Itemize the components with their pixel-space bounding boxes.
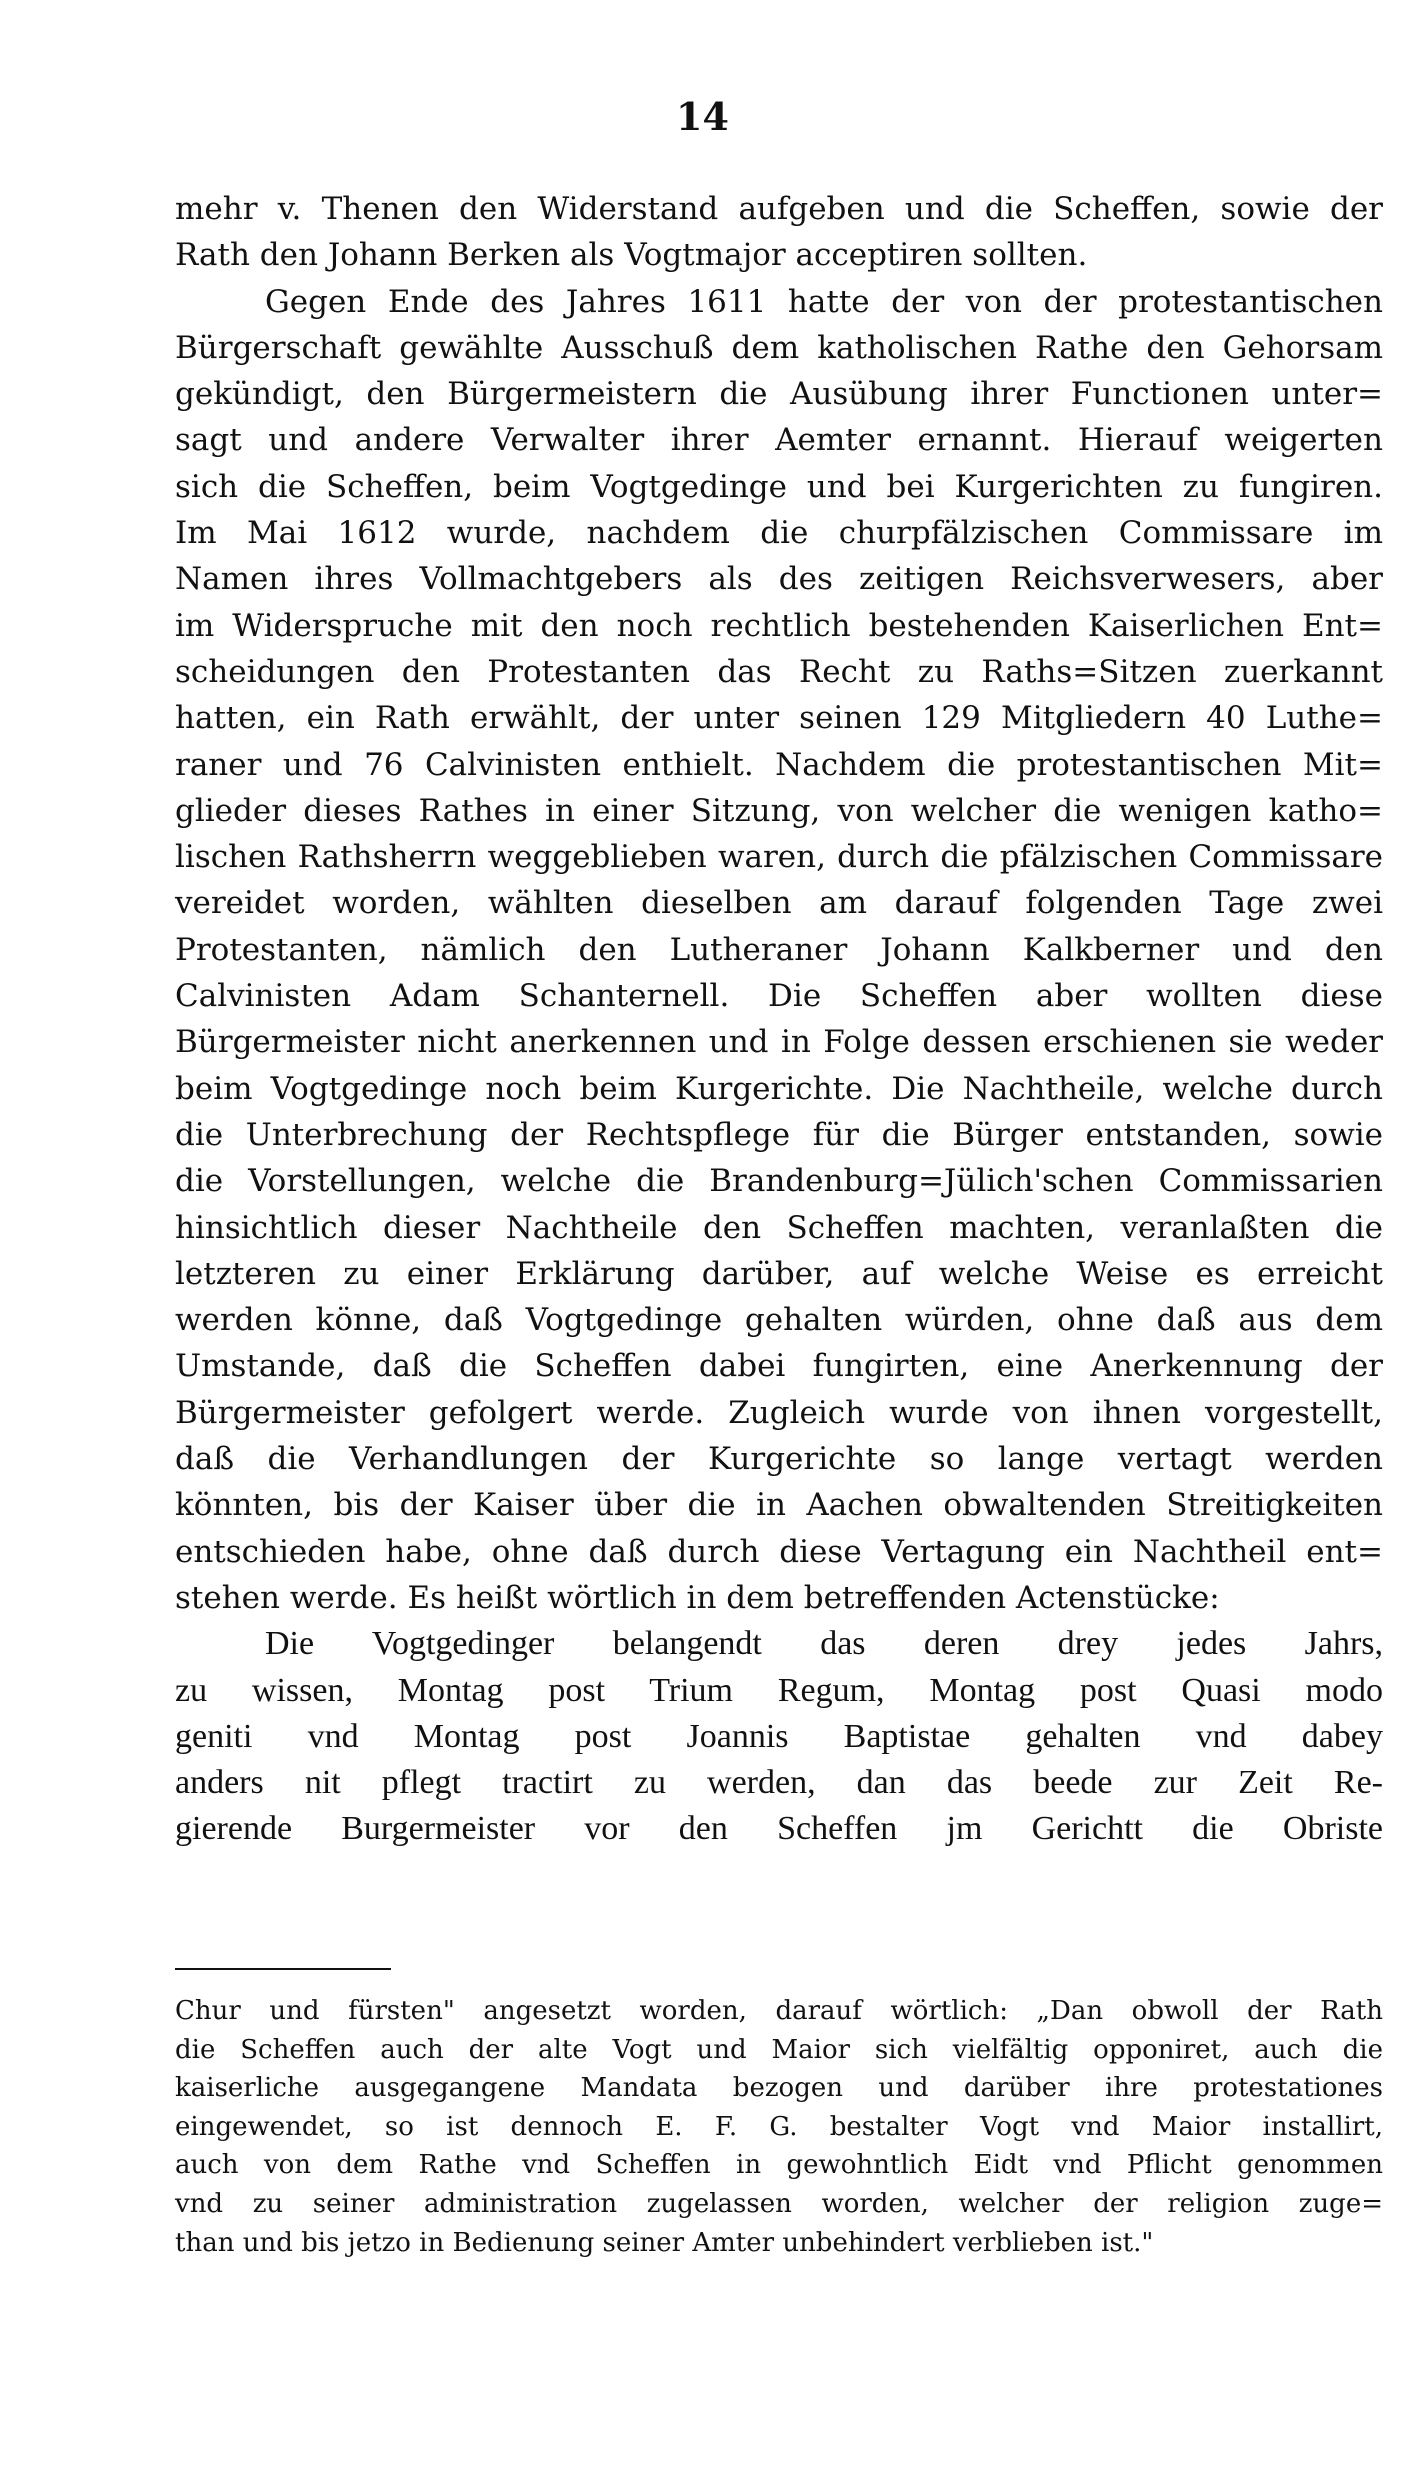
text-line: vnd zu seiner administration zugelassen worden, welcher der religion zuge= xyxy=(175,2188,1383,2219)
text-line: werden könne, daß Vogtgedinge gehalten würden, ohne daß aus dem xyxy=(175,1302,1383,1339)
footnote-text xyxy=(175,1992,1383,2262)
text-line: Calvinisten Adam Schanternell. Die Scheffen aber wollten diese xyxy=(175,978,1383,1015)
footnote xyxy=(175,1992,1383,2262)
text-line: könnten, bis der Kaiser über die in Aachen obwaltenden Streitigkeiten xyxy=(175,1487,1383,1524)
text-line: mehr v. Thenen den Widerstand aufgeben und die Scheffen, sowie der xyxy=(175,191,1383,227)
text-line: zu wissen, Montag post Trium Regum, Montag post Quasi modo xyxy=(175,1671,1383,1709)
text-line: than und bis jetzo in Bedienung seiner Amter unbehindert verblieben ist." xyxy=(175,2227,1154,2258)
text-line: entschieden habe, ohne daß durch diese Vertagung ein Nachtheil ent= xyxy=(175,1533,1383,1570)
text-line: hinsichtlich dieser Nachtheile den Scheffen machten, veranlaßten die xyxy=(175,1209,1383,1246)
text-line: daß die Verhandlungen der Kurgerichte so lange vertagt werden xyxy=(175,1441,1383,1478)
text-line: kaiserliche ausgegangene Mandata bezogen und darüber ihre protestationes xyxy=(175,2073,1383,2104)
text-line: eingewendet, so ist dennoch E. F. G. bestalter Vogt vnd Maior installirt, xyxy=(175,2111,1383,2142)
footnote-separator xyxy=(175,1968,391,1970)
text-line: anders nit pflegt tractirt zu werden, dan das beede zur Zeit Re- xyxy=(175,1764,1383,1802)
text-line: Rath den Johann Berken als Vogtmajor acceptiren sollten. xyxy=(175,237,1088,274)
text-line: Bürgermeister gefolgert werde. Zugleich wurde von ihnen vorgestellt, xyxy=(175,1394,1383,1431)
text-line: sagt und andere Verwalter ihrer Aemter ernannt. Hierauf weigerten xyxy=(175,422,1383,459)
text-line: gekündigt, den Bürgermeistern die Ausübung ihrer Functionen unter= xyxy=(175,376,1383,413)
main-paragraph xyxy=(175,186,1383,1621)
main-text xyxy=(175,186,1383,1853)
text-line: auch von dem Rathe vnd Scheffen in gewohntlich Eidt vnd Pflicht genommen xyxy=(175,2150,1383,2181)
text-line: Die Vogtgedinger belangendt das deren drey jedes Jahrs, xyxy=(265,1625,1383,1663)
text-line: letzteren zu einer Erklärung darüber, auf welche Weise es erreicht xyxy=(175,1255,1383,1292)
text-line: im Widerspruche mit den noch rechtlich bestehenden Kaiserlichen Ent= xyxy=(175,607,1383,644)
text-line: Protestanten, nämlich den Lutheraner Johann Kalkberner und den xyxy=(175,931,1383,968)
text-line: Umstande, daß die Scheffen dabei fungirten, eine Anerkennung der xyxy=(175,1348,1383,1385)
text-line: die Scheffen auch der alte Vogt und Maior sich vielfältig opponiret, auch die xyxy=(175,2034,1383,2065)
text-line: Namen ihres Vollmachtgebers als des zeitigen Reichsverwesers, aber xyxy=(175,561,1383,598)
quotation-block xyxy=(175,1621,1383,1852)
text-line: geniti vnd Montag post Joannis Baptistae gehalten vnd dabey xyxy=(175,1717,1383,1755)
text-line: glieder dieses Rathes in einer Sitzung, von welcher die wenigen katho= xyxy=(175,792,1383,829)
page-number: 14 xyxy=(676,94,729,139)
text-line: Bürgerschaft gewählte Ausschuß dem katholischen Rathe den Gehorsam xyxy=(175,329,1383,366)
text-line: stehen werde. Es heißt wörtlich in dem betreffenden Actenstücke: xyxy=(175,1579,1220,1616)
text-line: hatten, ein Rath erwählt, der unter seinen 129 Mitgliedern 40 Luthe= xyxy=(175,700,1383,737)
text-line: Gegen Ende des Jahres 1611 hatte der von der protestantischen xyxy=(265,283,1383,320)
text-line: Chur und fürsten" angesetzt worden, darauf wörtlich: „Dan obwoll der Rath xyxy=(175,1996,1383,2026)
text-line: die Unterbrechung der Rechtspflege für die Bürger entstanden, sowie xyxy=(175,1116,1383,1153)
text-line: raner und 76 Calvinisten enthielt. Nachdem die protestantischen Mit= xyxy=(175,746,1383,783)
text-line: Bürgermeister nicht anerkennen und in Folge dessen erschienen sie weder xyxy=(175,1024,1383,1061)
text-line: sich die Scheffen, beim Vogtgedinge und bei Kurgerichten zu fungiren. xyxy=(175,468,1383,505)
text-line: gierende Burgermeister vor den Scheffen jm Gerichtt die Obriste xyxy=(175,1810,1383,1848)
text-line: die Vorstellungen, welche die Brandenburg=Jülich'schen Commissarien xyxy=(175,1163,1383,1200)
text-line: beim Vogtgedinge noch beim Kurgerichte. Die Nachtheile, welche durch xyxy=(175,1070,1383,1107)
text-line: lischen Rathsherrn weggeblieben waren, durch die pfälzischen Commissare xyxy=(175,839,1383,876)
text-line: scheidungen den Protestanten das Recht zu Raths=Sitzen zuerkannt xyxy=(175,653,1383,690)
text-line: Im Mai 1612 wurde, nachdem die churpfälzischen Commissare im xyxy=(175,515,1383,552)
text-line: vereidet worden, wählten dieselben am darauf folgenden Tage zwei xyxy=(175,885,1383,922)
